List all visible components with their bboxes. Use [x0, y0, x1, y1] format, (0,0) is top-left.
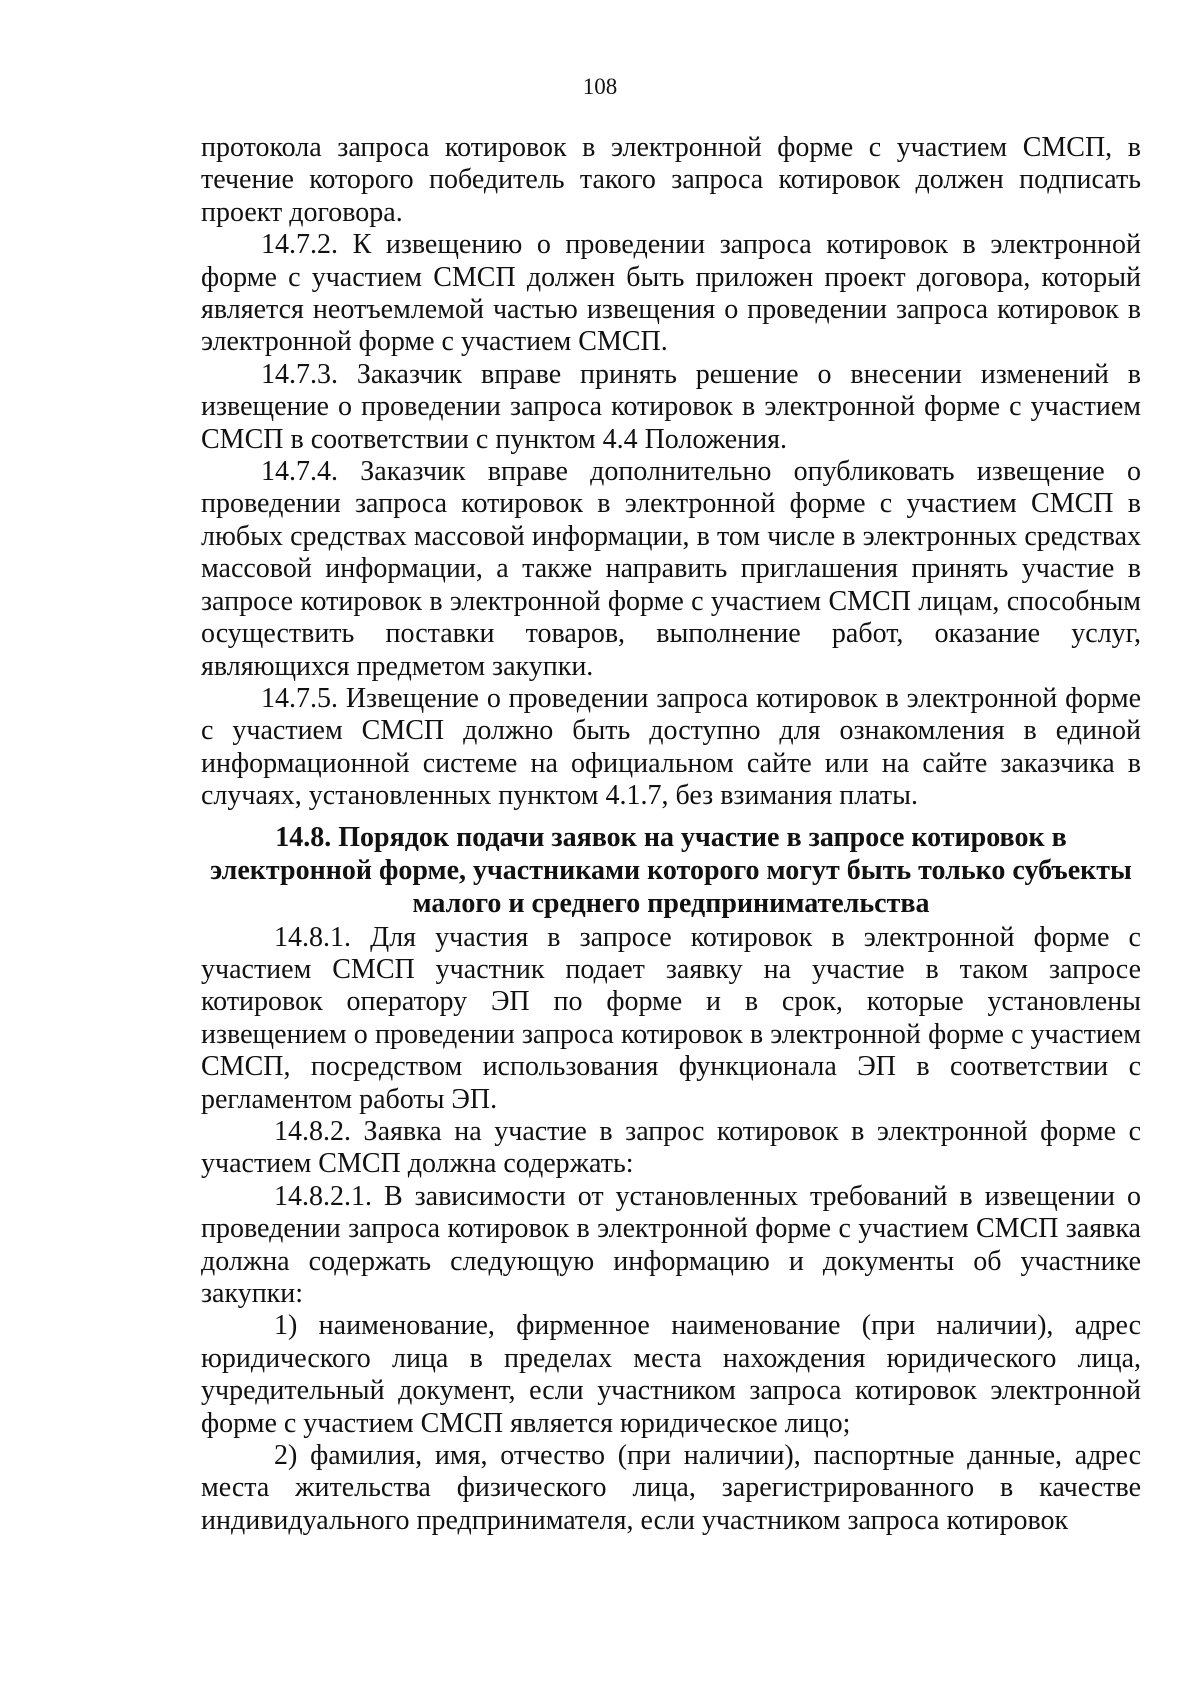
- page-number: 108: [582, 74, 618, 99]
- document-body: [201, 132, 1141, 1537]
- paragraph-14-7-5: 14.7.5. Извещение о проведении запроса котировок в электронной форме с участием СМСП должно быть доступно для ознакомления в единой информационной системе на официальном сайте или на сайте заказчика в случаях, установленных пунктом 4.1.7, без взимания платы.: [201, 682, 1141, 812]
- list-item-1: 1) наименование, фирменное наименование (при наличии), адрес юридического лица в пределах места нахождения юридического лица, учредительный документ, если участником запроса котировок электронной форме с участием СМСП является юридическое лицо;: [201, 1310, 1141, 1439]
- paragraph-14-8-1: 14.8.1. Для участия в запросе котировок в электронной форме с участием СМСП участник подает заявку на участие в таком запросе котировок оператору ЭП по форме и в срок, которые установлены извещением о проведении запроса котировок в электронной форме с участием СМСП, посредством использования функционала ЭП в соответствии с регламентом работы ЭП.: [201, 921, 1141, 1115]
- section-heading-14-8: 14.8. Порядок подачи заявок на участие в запросе котировок в электронной форме, участниками которого могут быть только субъекты малого и среднего предпринимательства: [210, 821, 1132, 919]
- paragraph-14-7-2: 14.7.2. К извещению о проведении запроса котировок в электронной форме с участием СМСП должен быть приложен проект договора, который является неотъемлемой частью извещения о проведении запроса котировок в электронной форме с участием СМСП.: [201, 229, 1141, 358]
- list-item-2: 2) фамилия, имя, отчество (при наличии), паспортные данные, адрес места жительства физического лица, зарегистрированного в качестве индивидуального предпринимателя, если участником запроса котировок: [201, 1440, 1141, 1536]
- paragraph-14-7-4: 14.7.4. Заказчик вправе дополнительно опубликовать извещение о проведении запроса котировок в электронной форме с участием СМСП в любых средствах массовой информации, в том числе в электронных средствах массовой информации, а также направить приглашения принять участие в запросе котировок в электронной форме с участием СМСП лицам, способным осуществить поставки товаров, выполнение работ, оказание услуг, являющихся предметом закупки.: [201, 456, 1141, 682]
- paragraph-14-8-2: 14.8.2. Заявка на участие в запрос котировок в электронной форме с участием СМСП должна содержать:: [201, 1115, 1141, 1180]
- paragraph-14-8-2-1: 14.8.2.1. В зависимости от установленных требований в извещении о проведении запроса котировок в электронной форме с участием СМСП заявка должна содержать следующую информацию и документы об участнике закупки:: [201, 1180, 1141, 1309]
- paragraph-14-7-3: 14.7.3. Заказчик вправе принять решение о внесении изменений в извещение о проведении запроса котировок в электронной форме с участием СМСП в соответствии с пунктом 4.4 Положения.: [201, 358, 1141, 455]
- paragraph-continuation: протокола запроса котировок в электронной форме с участием СМСП, в течение которого победитель такого запроса котировок должен подписать проект договора.: [201, 132, 1141, 228]
